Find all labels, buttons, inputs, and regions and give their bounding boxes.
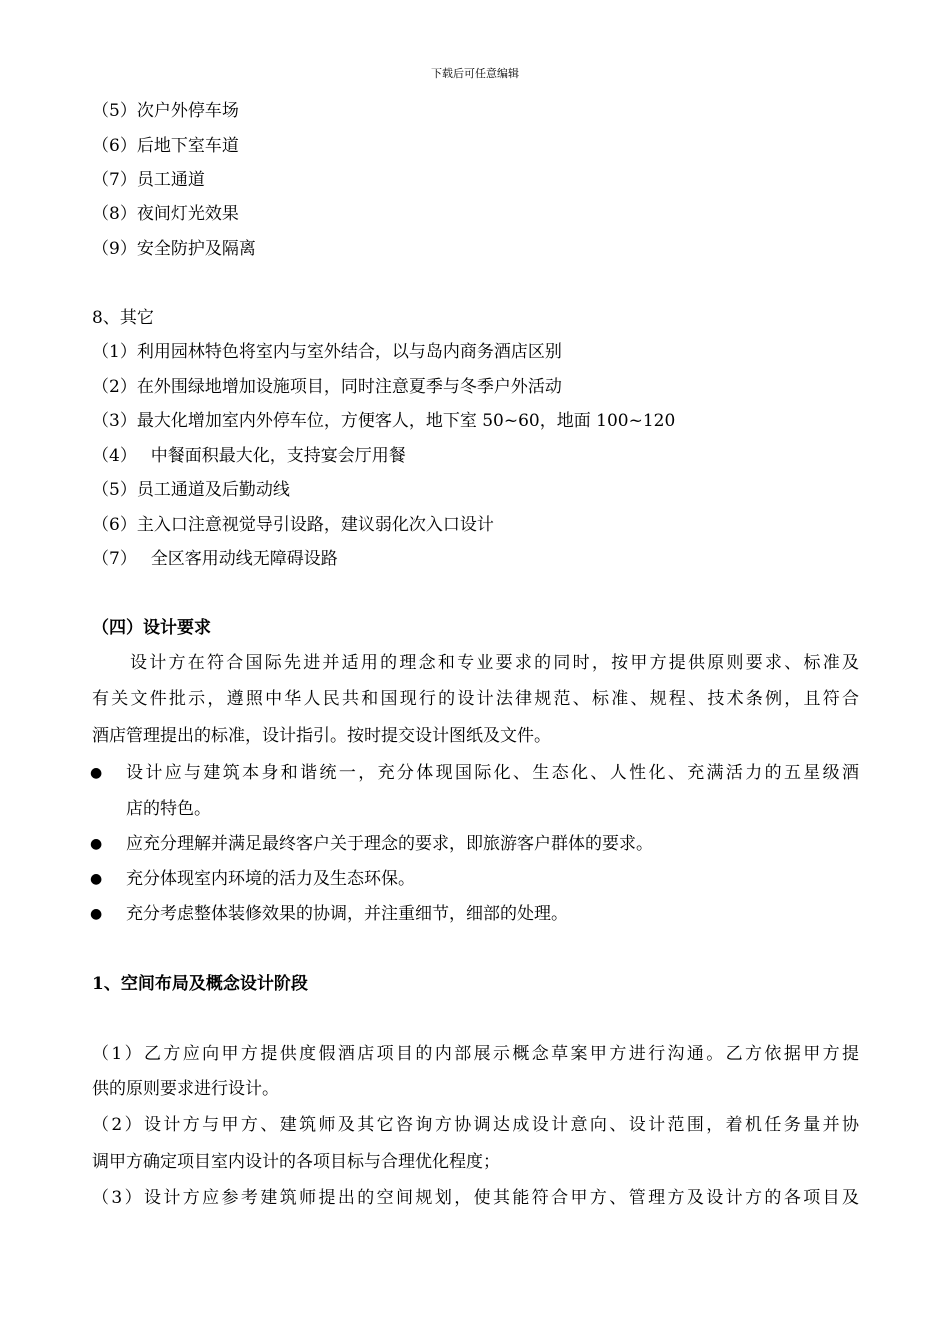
bullet-text: 设计应与建筑本身和谐统一，充分体现国际化、生态化、人性化、充满活力的五星级酒 xyxy=(126,763,859,783)
bullet-text: 充分体现室内环境的活力及生态环保。 xyxy=(126,869,415,889)
bullet-text: 应充分理解并满足最终客户关于理念的要求，即旅游客户群体的要求。 xyxy=(126,834,653,854)
paragraph-line: 酒店管理提出的标准，设计指引。按时提交设计图纸及文件。 xyxy=(92,726,551,746)
list-item: （3）最大化增加室内外停车位，方便客人，地下室 50~60，地面 100~120 xyxy=(92,411,676,431)
paragraph-line: （1）乙方应向甲方提供度假酒店项目的内部展示概念草案甲方进行沟通。乙方依据甲方提 xyxy=(92,1044,859,1064)
paragraph-line: 供的原则要求进行设计。 xyxy=(92,1079,279,1099)
section-title: 8、其它 xyxy=(92,308,154,328)
bullet-text: 店的特色。 xyxy=(126,799,211,819)
bullet-icon: ● xyxy=(90,871,103,887)
list-item: （5）次户外停车场 xyxy=(92,101,239,121)
list-item: （9）安全防护及隔离 xyxy=(92,239,256,259)
list-item: （6）后地下室车道 xyxy=(92,136,239,156)
bullet-text: 充分考虑整体装修效果的协调，并注重细节，细部的处理。 xyxy=(126,904,568,924)
bullet-icon: ● xyxy=(90,836,103,852)
list-item: （4） 中餐面积最大化，支持宴会厅用餐 xyxy=(92,446,406,466)
paragraph-line: 设计方在符合国际先进并适用的理念和专业要求的同时，按甲方提供原则要求、标准及 xyxy=(130,653,859,673)
section-title: 1、空间布局及概念设计阶段 xyxy=(92,974,308,994)
list-item: （7） 全区客用动线无障碍设路 xyxy=(92,549,338,569)
page-header: 下载后可任意编辑 xyxy=(431,67,519,80)
section-title: （四）设计要求 xyxy=(92,618,211,638)
paragraph-line: （3）设计方应参考建筑师提出的空间规划，使其能符合甲方、管理方及设计方的各项目及 xyxy=(92,1188,859,1208)
bullet-icon: ● xyxy=(90,906,103,922)
list-item: （7）员工通道 xyxy=(92,170,205,190)
paragraph-line: 调甲方确定项目室内设计的各项目标与合理优化程度； xyxy=(92,1152,500,1172)
bullet-icon: ● xyxy=(90,765,103,781)
list-item: （2）在外围绿地增加设施项目，同时注意夏季与冬季户外活动 xyxy=(92,377,562,397)
list-item: （6）主入口注意视觉导引设路，建议弱化次入口设计 xyxy=(92,515,494,535)
list-item: （1）利用园林特色将室内与室外结合，以与岛内商务酒店区别 xyxy=(92,342,562,362)
list-item: （5）员工通道及后勤动线 xyxy=(92,480,290,500)
paragraph-line: 有关文件批示，遵照中华人民共和国现行的设计法律规范、标准、规程、技术条例，且符合 xyxy=(92,689,859,709)
paragraph-line: （2）设计方与甲方、建筑师及其它咨询方协调达成设计意向、设计范围，着机任务量并协 xyxy=(92,1115,859,1135)
list-item: （8）夜间灯光效果 xyxy=(92,204,239,224)
